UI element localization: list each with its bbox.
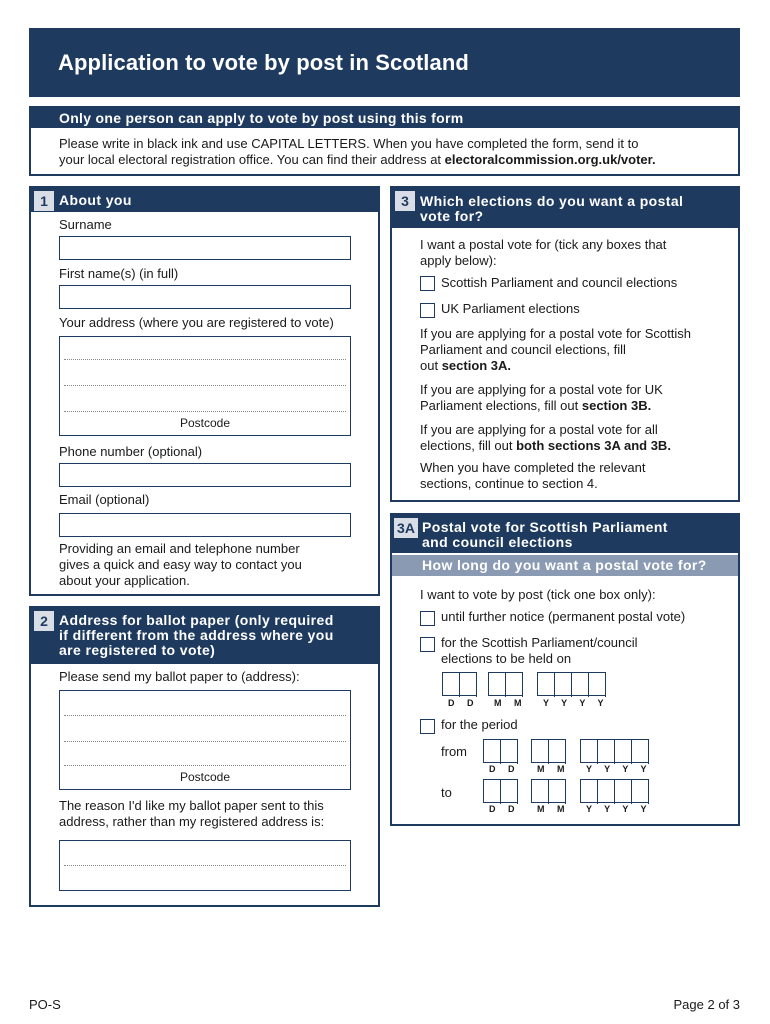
section-3a-title-line: and council elections bbox=[422, 534, 573, 550]
reason-label-line: address, rather than my registered address is: bbox=[59, 814, 325, 829]
section-2-panel bbox=[29, 606, 380, 907]
from-label: from bbox=[441, 744, 467, 759]
to-date-day[interactable] bbox=[483, 779, 518, 803]
section-3-intro bbox=[420, 237, 720, 269]
section-2-number: 2 bbox=[34, 611, 54, 631]
section-2-title-line: are registered to vote) bbox=[59, 642, 216, 658]
postcode-label: Postcode bbox=[179, 770, 231, 784]
intro-line-2-text: your local electoral registration office. You can find their address at bbox=[59, 152, 445, 167]
section-1-panel bbox=[29, 186, 380, 596]
day-hint: D D bbox=[489, 764, 520, 774]
month-hint: M M bbox=[537, 804, 570, 814]
para-line: If you are applying for a postal vote for Scottish bbox=[420, 326, 691, 341]
para-line: When you have completed the relevant bbox=[420, 460, 646, 475]
contact-note-line: gives a quick and easy way to contact you bbox=[59, 557, 302, 572]
section-3-title-line: Which elections do you want a postal bbox=[420, 193, 684, 209]
period-label: for the period bbox=[441, 717, 518, 732]
para-line: If you are applying for a postal vote for UK bbox=[420, 382, 663, 397]
email-label: Email (optional) bbox=[59, 492, 150, 507]
duration-subheading: How long do you want a postal vote for? bbox=[392, 555, 738, 576]
postcode-label: Postcode bbox=[179, 416, 231, 430]
firstname-field[interactable] bbox=[59, 285, 351, 309]
firstname-label: First name(s) (in full) bbox=[59, 266, 179, 281]
section-3a-intro: I want to vote by post (tick one box only): bbox=[420, 587, 656, 602]
para-text: elections, fill out bbox=[420, 438, 517, 453]
scottish-elections-checkbox[interactable] bbox=[420, 276, 435, 291]
ballot-address-field[interactable] bbox=[59, 690, 351, 790]
title-bar bbox=[29, 28, 740, 97]
contact-note bbox=[59, 541, 359, 589]
scottish-elections-label: Scottish Parliament and council elections bbox=[441, 275, 678, 290]
permanent-postal-label: until further notice (permanent postal vote) bbox=[441, 609, 686, 624]
email-field[interactable] bbox=[59, 513, 351, 537]
para-line bbox=[420, 398, 730, 414]
contact-note-line: about your application. bbox=[59, 573, 190, 588]
address-field[interactable] bbox=[59, 336, 351, 436]
para-line bbox=[420, 438, 730, 454]
para-text: out bbox=[420, 358, 442, 373]
section-3-para-1 bbox=[420, 326, 730, 374]
address-line bbox=[64, 411, 346, 412]
intro-line-2 bbox=[59, 152, 729, 168]
section-3a-title-line: Postal vote for Scottish Parliament bbox=[422, 519, 668, 535]
year-hint: Y Y Y Y bbox=[543, 698, 609, 708]
section-1-number: 1 bbox=[34, 191, 54, 211]
section-3a-panel bbox=[390, 513, 740, 826]
intro-line-1: Please write in black ink and use CAPITAL LETTERS. When you have completed the form, send it to bbox=[59, 136, 639, 151]
reason-field[interactable] bbox=[59, 840, 351, 891]
to-label: to bbox=[441, 785, 452, 800]
period-checkbox[interactable] bbox=[420, 719, 435, 734]
ballot-address-label: Please send my ballot paper to (address): bbox=[59, 669, 300, 684]
day-hint: D D bbox=[489, 804, 520, 814]
election-date-day[interactable] bbox=[442, 672, 477, 696]
month-hint: M M bbox=[537, 764, 570, 774]
section-3a-number: 3A bbox=[394, 518, 418, 538]
section-3-para-4 bbox=[420, 460, 730, 492]
section-3-para-3 bbox=[420, 422, 730, 454]
section-3a-ref: section 3A. bbox=[441, 358, 512, 373]
para-line: If you are applying for a postal vote for all bbox=[420, 422, 658, 437]
section-1-title: About you bbox=[59, 192, 132, 208]
intro-box bbox=[29, 106, 740, 176]
from-date-month[interactable] bbox=[531, 739, 566, 763]
para-line: sections, continue to section 4. bbox=[420, 476, 598, 491]
para-line: Parliament and council elections, fill bbox=[420, 342, 626, 357]
para-line bbox=[420, 358, 730, 374]
specific-election-checkbox[interactable] bbox=[420, 637, 435, 652]
year-hint: Y Y Y Y bbox=[586, 764, 652, 774]
section-3-number: 3 bbox=[395, 191, 415, 211]
intro-website: electoralcommission.org.uk/voter. bbox=[444, 152, 656, 167]
uk-elections-checkbox[interactable] bbox=[420, 303, 435, 318]
intro-text bbox=[59, 136, 729, 168]
from-date-day[interactable] bbox=[483, 739, 518, 763]
address-line bbox=[64, 741, 346, 742]
reason-label-line: The reason I'd like my ballot paper sent to this bbox=[59, 798, 324, 813]
page-number: Page 2 of 3 bbox=[673, 997, 740, 1012]
section-3b-ref: section 3B. bbox=[581, 398, 652, 413]
day-hint: D D bbox=[448, 698, 479, 708]
section-3-title-line: vote for? bbox=[420, 208, 484, 224]
address-line bbox=[64, 385, 346, 386]
section-3-para-2 bbox=[420, 382, 730, 414]
specific-election-line: for the Scottish Parliament/council bbox=[441, 635, 638, 650]
page-title: Application to vote by post in Scotland bbox=[58, 50, 469, 75]
permanent-postal-checkbox[interactable] bbox=[420, 611, 435, 626]
phone-label: Phone number (optional) bbox=[59, 444, 203, 459]
section-3a-title bbox=[422, 520, 668, 550]
to-date-month[interactable] bbox=[531, 779, 566, 803]
phone-field[interactable] bbox=[59, 463, 351, 487]
uk-elections-label: UK Parliament elections bbox=[441, 301, 580, 316]
month-hint: M M bbox=[494, 698, 527, 708]
specific-election-line: elections to be held on bbox=[441, 651, 572, 666]
para-text: Parliament elections, fill out bbox=[420, 398, 582, 413]
address-line bbox=[64, 359, 346, 360]
contact-note-line: Providing an email and telephone number bbox=[59, 541, 300, 556]
section-2-title-line: if different from the address where you bbox=[59, 627, 334, 643]
specific-election-label bbox=[441, 635, 638, 667]
surname-field[interactable] bbox=[59, 236, 351, 260]
from-date-year[interactable] bbox=[580, 739, 649, 763]
section-3-panel bbox=[390, 186, 740, 502]
address-line bbox=[64, 715, 346, 716]
address-line bbox=[64, 765, 346, 766]
section-3-intro-line: apply below): bbox=[420, 253, 497, 268]
form-code: PO-S bbox=[29, 997, 61, 1012]
both-sections-ref: both sections 3A and 3B. bbox=[516, 438, 671, 453]
section-3-title bbox=[420, 194, 683, 224]
year-hint: Y Y Y Y bbox=[586, 804, 652, 814]
section-3-intro-line: I want a postal vote for (tick any boxes that bbox=[420, 237, 667, 252]
intro-heading: Only one person can apply to vote by post using this form bbox=[31, 108, 738, 128]
section-2-title-line: Address for ballot paper (only required bbox=[59, 612, 334, 628]
election-date-year[interactable] bbox=[537, 672, 606, 696]
reason-label bbox=[59, 798, 369, 830]
to-date-year[interactable] bbox=[580, 779, 649, 803]
election-date-month[interactable] bbox=[488, 672, 523, 696]
section-2-title bbox=[59, 613, 334, 658]
surname-label: Surname bbox=[59, 217, 112, 232]
reason-line bbox=[64, 865, 346, 866]
address-label: Your address (where you are registered to vote) bbox=[59, 315, 334, 330]
